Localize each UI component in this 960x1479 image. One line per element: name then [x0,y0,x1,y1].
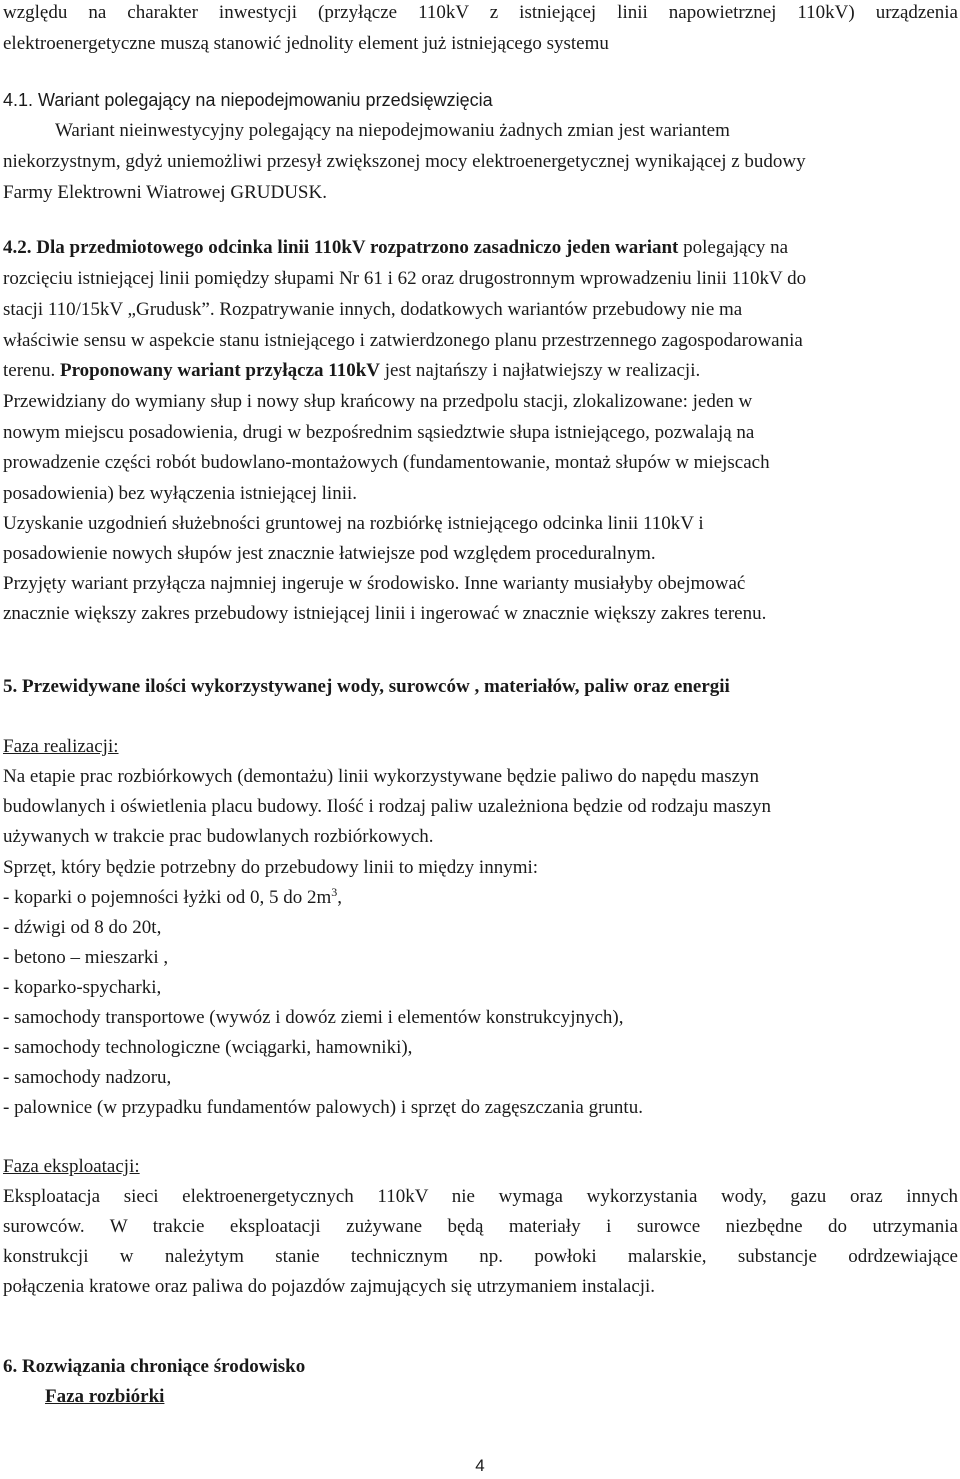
text-line: posadowienia) bez wyłączenia istniejącej linii. [3,483,357,504]
section-heading-4-2: 4.2. Dla przedmiotowego odcinka linii 110kV rozpatrzono zasadniczo jeden wariant polegający na [3,237,789,258]
list-item: - samochody technologiczne (wciągarki, hamowniki), [3,1037,413,1058]
subheading-faza-rozbiorki: Faza rozbiórki [45,1386,165,1407]
text-line: prowadzenie części robót budowlano-montażowych (fundamentowanie, montaż słupów w miejscach [3,452,770,473]
text-line: względu na charakter inwestycji (przyłącze 110kV z istniejącej linii napowietrznej 110kV) urządzenia [3,2,958,23]
text-line: właściwie sensu w aspekcie stanu istniejącego i zatwierdzonego planu przestrzennego zagospodarowania [3,330,803,351]
text-line: Farmy Elektrowni Wiatrowej GRUDUSK. [3,182,327,203]
list-item: - samochody transportowe (wywóz i dowóz ziemi i elementów konstrukcyjnych), [3,1007,624,1028]
text-line: Na etapie prac rozbiórkowych (demontażu) linii wykorzystywane będzie paliwo do napędu maszyn [3,766,760,787]
text-line: surowców. W trakcie eksploatacji zużywane będą materiały i surowce niezbędne do utrzymania [3,1216,958,1237]
text-line: połączenia kratowe oraz paliwa do pojazdów zajmujących się utrzymaniem instalacji. [3,1276,656,1297]
text-line: Wariant nieinwestycyjny polegający na niepodejmowaniu żadnych zmian jest wariantem [55,120,730,141]
text-line: Przyjęty wariant przyłącza najmniej ingeruje w środowisko. Inne warianty musiałyby obejmować [3,573,746,594]
subheading-faza-realizacji: Faza realizacji: [3,736,119,757]
text-line: używanych w trakcie prac budowlanych rozbiórkowych. [3,826,434,847]
text-line: Sprzęt, który będzie potrzebny do przebudowy linii to między innymi: [3,857,539,878]
page-number: 4 [475,1456,485,1475]
text-line: Uzyskanie uzgodnień służebności gruntowej na rozbiórkę istniejącego odcinka linii 110kV i [3,513,704,534]
text-line: posadowienie nowych słupów jest znacznie łatwiejsze pod względem proceduralnym. [3,543,656,564]
text-line: konstrukcji w należytym stanie technicznym np. powłoki malarskie, substancje odrdzewiające [3,1246,958,1267]
text-line: elektroenergetyczne muszą stanowić jednolity element już istniejącego systemu [3,33,609,54]
section-heading-4-1: 4.1. Wariant polegający na niepodejmowaniu przedsięwzięcia [3,90,493,110]
list-item: - palownice (w przypadku fundamentów palowych) i sprzęt do zagęszczania gruntu. [3,1097,643,1118]
text-line: niekorzystnym, gdyż uniemożliwi przesył zwiększonej mocy elektroenergetycznej wynikającej z budowy [3,151,806,172]
text-line: stacji 110/15kV „Grudusk”. Rozpatrywanie innych, dodatkowych wariantów przebudowy nie ma [3,299,743,320]
text-line: Przewidziany do wymiany słup i nowy słup krańcowy na przedpolu stacji, zlokalizowane: jeden w [3,391,753,412]
text-line: Eksploatacja sieci elektroenergetycznych 110kV nie wymaga wykorzystania wody, gazu oraz innych [3,1186,958,1207]
text-line: znacznie większy zakres przebudowy istniejącej linii i ingerować w znacznie większy zakres terenu. [3,603,767,624]
section-heading-5: 5. Przewidywane ilości wykorzystywanej wody, surowców , materiałów, paliw oraz energii [3,676,730,697]
list-item: - samochody nadzoru, [3,1067,172,1088]
list-item: - koparki o pojemności łyżki od 0, 5 do $2m^3$, [3,885,342,908]
text-line: rozcięciu istniejącej linii pomiędzy słupami Nr 61 i 62 oraz drugostronnym wprowadzeniu linii 110kV do [3,268,807,289]
text-line: terenu. Proponowany wariant przyłącza 110kV jest najtańszy i najłatwiejszy w realizacji. [3,360,701,381]
subheading-faza-eksploatacji: Faza eksploatacji: [3,1156,140,1177]
text-line: nowym miejscu posadowienia, drugi w bezpośrednim sąsiedztwie słupa istniejącego, pozwalają na [3,422,755,443]
list-item: - betono – mieszarki , [3,947,169,968]
text-line: budowlanych i oświetlenia placu budowy. Ilość i rodzaj paliw uzależniona będzie od rodzaju maszyn [3,796,772,817]
section-heading-6: 6. Rozwiązania chroniące środowisko [3,1356,306,1377]
list-item: - dźwigi od 8 do 20t, [3,917,162,938]
list-item: - koparko-spycharki, [3,977,162,998]
